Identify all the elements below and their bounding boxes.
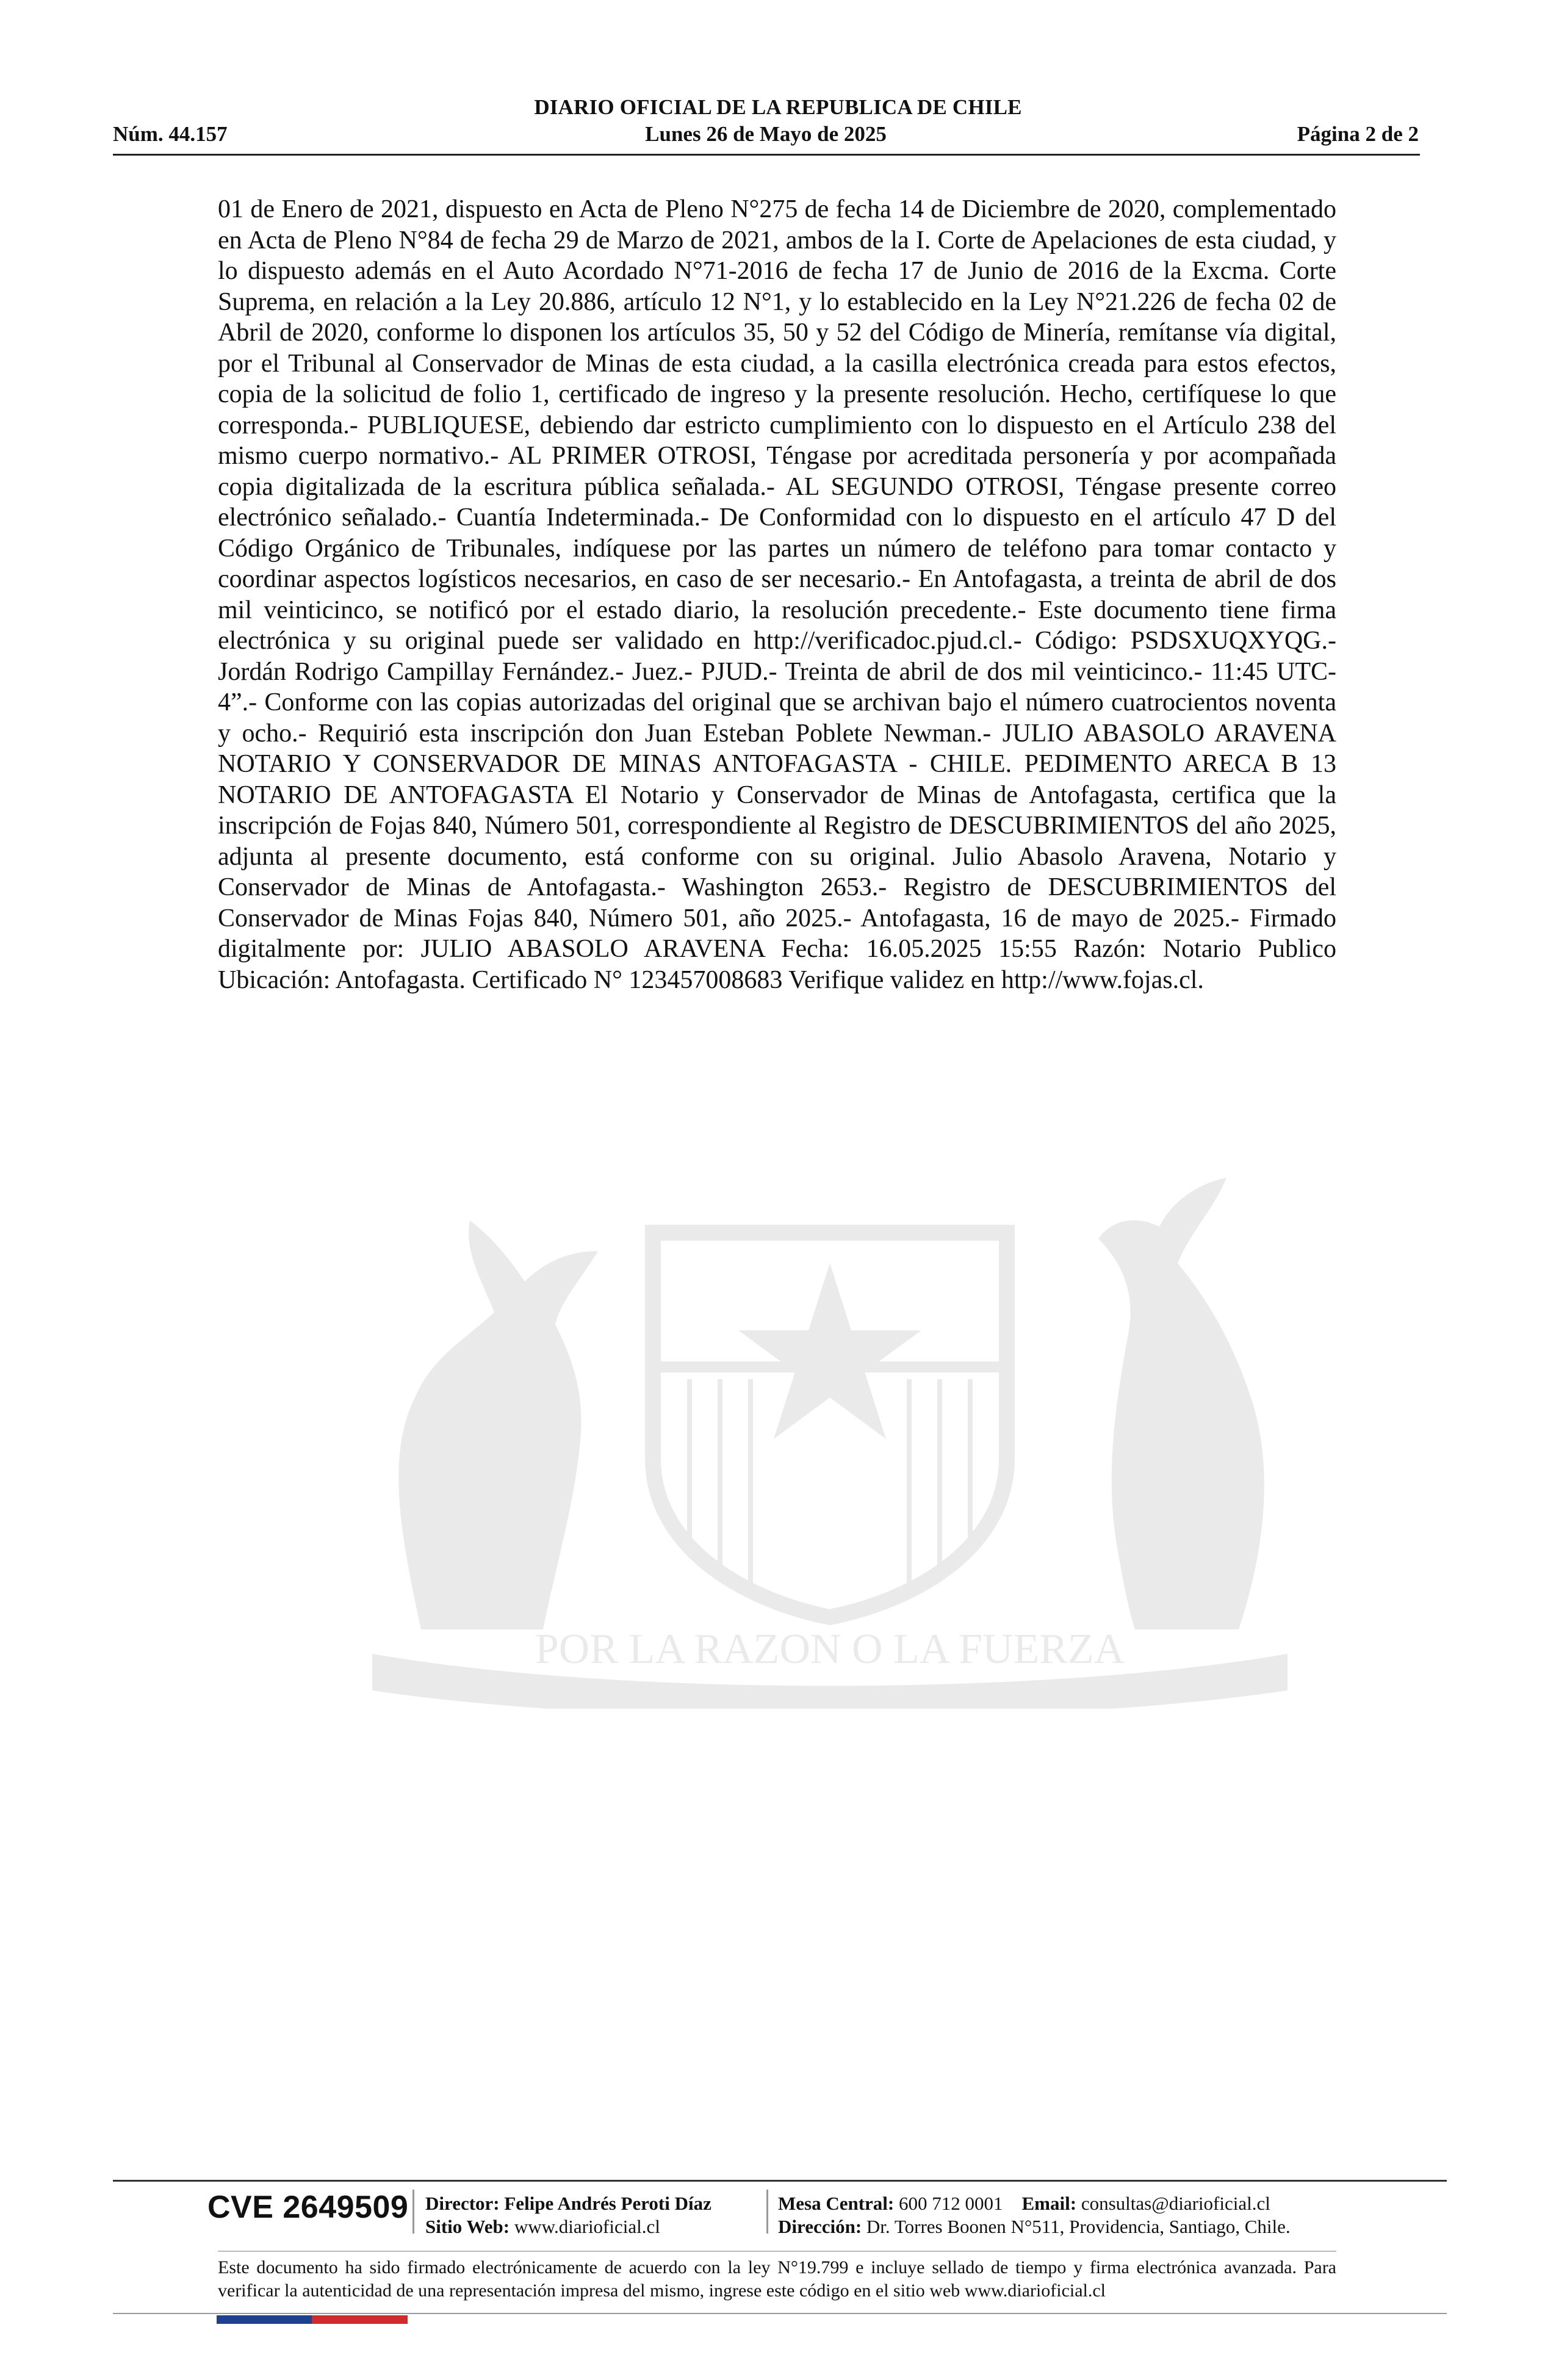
footer-separator xyxy=(412,2190,414,2234)
flag-color-bar xyxy=(217,2315,408,2324)
footer-contact-block xyxy=(778,2192,1291,2238)
director-name: Felipe Andrés Peroti Díaz xyxy=(504,2193,711,2214)
address-value: Dr. Torres Boonen N°511, Providencia, Santiago, Chile. xyxy=(866,2216,1291,2237)
resolution-text: 01 de Enero de 2021, dispuesto en Acta de Pleno N°275 de fecha 14 de Diciembre de 2020, complementado en Acta de Pleno N°84 de fecha 29 de Marzo de 2021, ambos de la I. Corte de Apelaciones de esta ciudad, y lo dispuesto además en el Auto Acordado N°71-2016 de fecha 17 de Junio de 2016 de la Excma. Corte Suprema, en relación a la Ley 20.886, artículo 12 N°1, y lo establecido en la Ley N°21.226 de fecha 02 de Abril de 2020, conforme lo disponen los artículos 35, 50 y 52 del Código de Minería, remítanse vía digital, por el Tribunal al Conservador de Minas de esta ciudad, a la casilla electrónica creada para estos efectos, copia de la solicitud de folio 1, certificado de ingreso y la presente resolución. Hecho, certifíquese lo que corresponda.- PUBLIQUESE, debiendo dar estricto cumplimiento con lo dispuesto en el Artículo 238 del mismo cuerpo normativo.- AL PRIMER OTROSI, Téngase por acreditada personería y por acompañada copia digitalizada de la escritura pública señalada.- AL SEGUNDO OTROSI, Téngase presente correo electrónico señalado.- Cuantía Indeterminada.- De Conformidad con lo dispuesto en el artículo 47 D del Código Orgánico de Tribunales, indíquese por las partes un número de teléfono para tomar contacto y coordinar aspectos logísticos necesarios, en caso de ser necesario.- En Antofagasta, a treinta de abril de dos mil veinticinco, se notificó por el estado diario, la resolución precedente.- Este documento tiene firma electrónica y su original puede ser validado en http://verificadoc.pjud.cl.- Código: PSDSXUQXYQG.- Jordán Rodrigo Campillay Fernández.- Juez.- PJUD.- Treinta de abril de dos mil veinticinco.- 11:45 UTC-4”.- Conforme con las copias autorizadas del original que se archivan bajo el número cuatrocientos noventa y ocho.- Requirió esta inscripción don Juan Esteban Poblete Newman.- JULIO ABASOLO ARAVENA NOTARIO Y CONSERVADOR DE MINAS ANTOFAGASTA - CHILE. PEDIMENTO ARECA B 13 NOTARIO DE ANTOFAGASTA El Notario y Conservador de Minas de Antofagasta, certifica que la inscripción de Fojas 840, Número 501, correspondiente al Registro de DESCUBRIMIENTOS del año 2025, adjunta al presente documento, está conforme con su original. Julio Abasolo Aravena, Notario y Conservador de Minas de Antofagasta.- Washington 2653.- Registro de DESCUBRIMIENTOS del Conservador de Minas Fojas 840, Número 501, año 2025.- Antofagasta, 16 de mayo de 2025.- Firmado digitalmente por: JULIO ABASOLO ARAVENA Fecha: 16.05.2025 15:55 Razón: Notario Publico Ubicación: Antofagasta. Certificado N° 123457008683 Verifique validez en http://www.fojas.cl. xyxy=(218,195,1336,994)
flag-red-segment xyxy=(312,2315,408,2324)
signature-note: Este documento ha sido firmado electrónicamente de acuerdo con la ley N°19.799 e incluye sellado de tiempo y firma electrónica avanzada. Para verificar la autenticidad de una representación impresa del mismo, ingrese este código en el sitio web www.diarioficial.cl xyxy=(218,2257,1336,2301)
header-title: DIARIO OFICIAL DE LA REPUBLICA DE CHILE xyxy=(534,95,1022,119)
mesa-label: Mesa Central: xyxy=(778,2193,895,2214)
email-label: Email: xyxy=(1021,2193,1077,2214)
issue-number: Núm. 44.157 xyxy=(113,122,228,146)
flag-blue-segment xyxy=(217,2315,312,2324)
director-label: Director: xyxy=(425,2193,500,2214)
email-link[interactable]: consultas@diarioficial.cl xyxy=(1081,2193,1270,2214)
footer-separator xyxy=(766,2190,768,2234)
footer-divider-top xyxy=(113,2180,1447,2182)
address-label: Dirección: xyxy=(778,2216,862,2237)
footer-divider-mid xyxy=(218,2251,1336,2252)
coat-of-arms-watermark-icon xyxy=(311,1080,1349,1709)
header-divider xyxy=(113,154,1420,156)
issue-date: Lunes 26 de Mayo de 2025 xyxy=(645,122,887,146)
cve-code: CVE 2649509 xyxy=(207,2190,409,2225)
page-indicator: Página 2 de 2 xyxy=(1297,122,1419,146)
footer-divider-bottom xyxy=(113,2313,1447,2314)
header-row xyxy=(113,122,1419,149)
website-label: Sitio Web: xyxy=(425,2216,510,2237)
mesa-phone: 600 712 0001 xyxy=(899,2193,1003,2214)
footer-director-block xyxy=(425,2192,711,2238)
website-link[interactable]: www.diarioficial.cl xyxy=(514,2216,660,2237)
motto-text: POR LA RAZON O LA FUERZA xyxy=(535,1626,1125,1673)
